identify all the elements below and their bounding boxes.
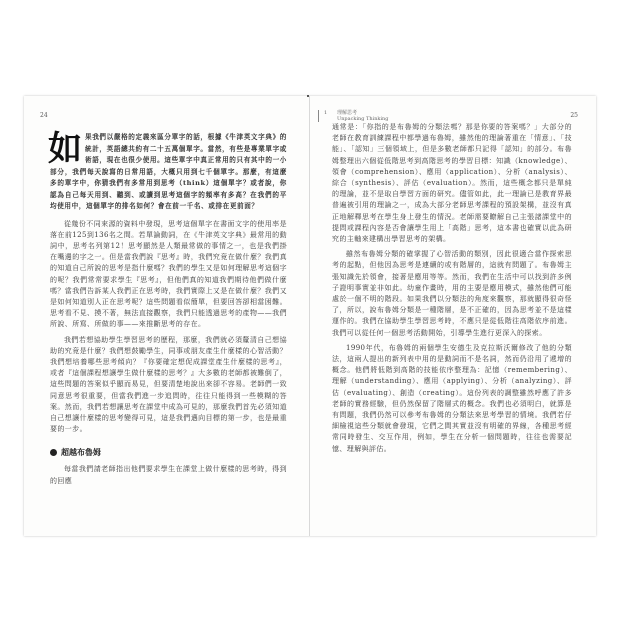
body-paragraph: 通常是：「你指的是布魯姆的分類法嗎？那是你要的答案嗎？」大部分的老師在教育訓練課程中都學過布魯姆，雖然他的理論著重在「情意」、「技能」、「認知」三個領域上，但是多數老師都只記得「認知」的部分。布魯姆整理出六個從低階思考到高階思考的學習目標：知識（knowledge）、領會（comprehension）、應用（application）、分析（analysis）、綜合（synthesis）、評估（evaluation）。然而，這些概念都只是單純的理論，並不是取自學習方面的研究。儘管如此，此一理論已是教育界最普遍被引用的理論之一，成為大部分老師思考課程的預設架構，並沒有真正地解釋思考在學生身上發生的情況。老師需要瞭解自己主張諸課堂中的提問或課程內容是否會讓學生用上「高階」思考，這本書也確實以此為研究的主軸來建構出學習思考的架構。 xyxy=(332,123,572,244)
running-head-subtitle: Unpacking Thinking xyxy=(337,116,389,122)
running-head-number: 1 xyxy=(324,110,328,116)
right-page-number: 25 xyxy=(570,112,578,119)
section-heading-text: 超越布魯姆 xyxy=(61,447,101,458)
right-page xyxy=(310,96,596,536)
opening-text: 果我們以嚴格的定義來區分單字的話，根據《牛津英文字典》的統計，英語總共約有二十五萬個單字。當然，有些是專業單字或術語，現在也很少使用。這些單字中真正常用的只有其中的一小部分，我們每天說寫的日常用語，大概只用到七千個單字。那麼，有這麼多的單字中，你猜我們有多常用到思考（think）這個單字？或者說，你認為自己每天用到、聽到、或讀到思考這個字的頻率有多高？在我們的平均使用中，這個單字的排名如何？會在前一千名、或排在更前面？ xyxy=(50,133,287,210)
body-paragraph: 1990年代，布魯姆的兩個學生安德生及克拉斯沃爾修改了他的分類法，這兩人提出的新列表中用的是動詞而不是名詞，然而仍沿用了遞增的概念。他們將低階到高階的技能依序整理為：記憶（remembering）、理解（understanding）、應用（applying）、分析（analyzing）、評估（evaluating）、創造（creating）。這份列表的調整雖然呼應了許多老師的實務經驗，但仍然保留了階層式的概念。我們也必須明白，就算是有問題，我們仍然可以參考布魯姆的分類法來思考學習的情境。我們若仔細檢視這些分類就會發現，它們之間其實並沒有明確的界線，各種思考經常同時發生、交互作用，例如，學生在分析一個問題時，往往也需要記憶、理解與評估。 xyxy=(332,343,572,453)
left-page xyxy=(24,96,310,536)
section-heading xyxy=(50,447,287,458)
left-page-number: 24 xyxy=(40,112,48,119)
opening-paragraph xyxy=(48,129,287,213)
decorative-dot xyxy=(307,95,309,97)
drop-cap: 如 xyxy=(48,129,82,169)
running-head-title: 理解思考 xyxy=(337,110,358,116)
body-paragraph: 從幾份不同來源的資料中發現，思考這個單字在書面文字的使用率是落在前125到136名之間。若單論動詞，在《牛津英文字典》最常用的動詞中，思考名列第12！思考顯然是人類最常做的事情之一，也是我們掛在嘴邊的字之一。但是當我們說『思考』時，我們究竟在做什麼？我們真的知道自己所說的思考是指什麼嗎？我們的學生又是如何理解思考這個字的呢？我們常常要求學生『思考』，但他們真的知道我們期待他們做什麼嗎？當我們告訴某人我們正在思考時，我們實際上又是在做什麼？我們又是如何知道別人正在思考呢？這些問題看似簡單，但要回答卻相當困難。思考看不見、摸不著，無法直接觀察，我們只能透過思考的產物——我們所說、所寫、所做的事——來推斷思考的存在。 xyxy=(50,219,287,329)
heading-bullet-icon xyxy=(50,449,57,456)
body-paragraph: 我們若想協助學生學習思考的歷程，那麼，我們就必須釐清自己想協助的究竟是什麼？我們想鼓勵學生，同事或朋友產生什麼樣的心智活動？我們想培養哪些思考傾向？『你要確定想促成課堂產生什麼樣的思考』，或者『這個課程想讓學生做什麼樣的思考？』大多數的老師都被難倒了，這些問題的答案似乎顯而易見，但要清楚地說出來卻不容易。老師們一致同意思考很重要，但當我們進一步追問時，往往只能得到一些模糊的答案。然而，我們若想讓思考在課堂中成為可見的，那麼我們首先必須知道自己想讓什麼樣的思考變得可見，這是我們邁向目標的第一步，也是最重要的一步。 xyxy=(50,335,287,434)
section-text: 每當我們請老師指出他們要求學生在課堂上做什麼樣的思考時，得到的回應 xyxy=(50,465,287,485)
running-head xyxy=(318,110,388,122)
body-paragraph: 雖然布魯姆分類的確掌握了心智活動的類別，因此很適合當作探索思考的起點，但他因為思考是連續的或有階層的，這就有問題了。布魯姆主張知識先於領會，接著是應用等等。然而，我們在生活中可以找到許多例子證明事實並非如此。幼童作畫時，用的主要是應用模式，雖然他們可能處於一個不明的階段。如果我們以分類法的角度來觀察，那就顯得很奇怪了，所以，說布魯姆分類是一種階層，是不正確的，因為思考並不是這樣運作的。我們在協助學生學習思考時，不應只是從低階往高階依序前進。我們可以從任何一個思考活動開始，引導學生進行更深入的探索。 xyxy=(332,250,572,337)
book-spread xyxy=(24,96,596,536)
